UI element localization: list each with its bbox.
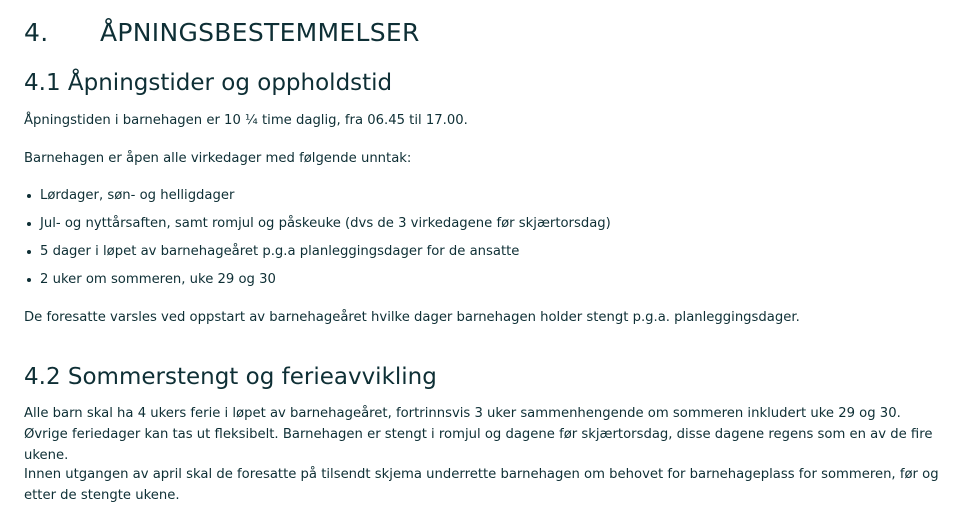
list-item: Lørdager, søn- og helligdager	[40, 185, 611, 206]
list-item: 5 dager i løpet av barnehageåret p.g.a planleggingsdager for de ansatte	[40, 241, 611, 262]
opening-hours-text: Åpningstiden i barnehagen er 10 ¼ time daglig, fra 06.45 til 17.00.	[24, 113, 468, 128]
vacation-paragraph: Alle barn skal ha 4 ukers ferie i løpet av barnehageåret, fortrinnsvis 3 uker sammenhengende om sommeren inkludert uke 29 og 30. Øvrige feriedager kan tas ut fleksibelt. Barnehagen er stengt i romjul og dagene før skjærtorsdag, disse dagene regens som en av de fire ukene.	[24, 406, 933, 463]
section-heading-summer-closure: 4.2 Sommerstengt og ferieavvikling	[24, 364, 437, 390]
chapter-heading	[24, 18, 420, 47]
exceptions-lead-text: Barnehagen er åpen alle virkedager med følgende unntak:	[24, 151, 412, 166]
section-heading-opening-hours: 4.1 Åpningstider og oppholdstid	[24, 70, 393, 96]
chapter-title: ÅPNINGSBESTEMMELSER	[100, 18, 420, 47]
chapter-number: 4.	[24, 18, 49, 47]
summer-notice-paragraph: Innen utgangen av april skal de foresatte på tilsendt skjema underrette barnehagen om behovet for barnehageplass for sommeren, før og etter de stengte ukene.	[24, 467, 939, 503]
planning-days-note: De foresatte varsles ved oppstart av barnehageåret hvilke dager barnehagen holder stengt p.g.a. planleggingsdager.	[24, 310, 800, 325]
list-item: 2 uker om sommeren, uke 29 og 30	[40, 269, 611, 290]
list-item: Jul- og nyttårsaften, samt romjul og påskeuke (dvs de 3 virkedagene før skjærtorsdag)	[40, 213, 611, 234]
exceptions-list	[24, 185, 611, 297]
